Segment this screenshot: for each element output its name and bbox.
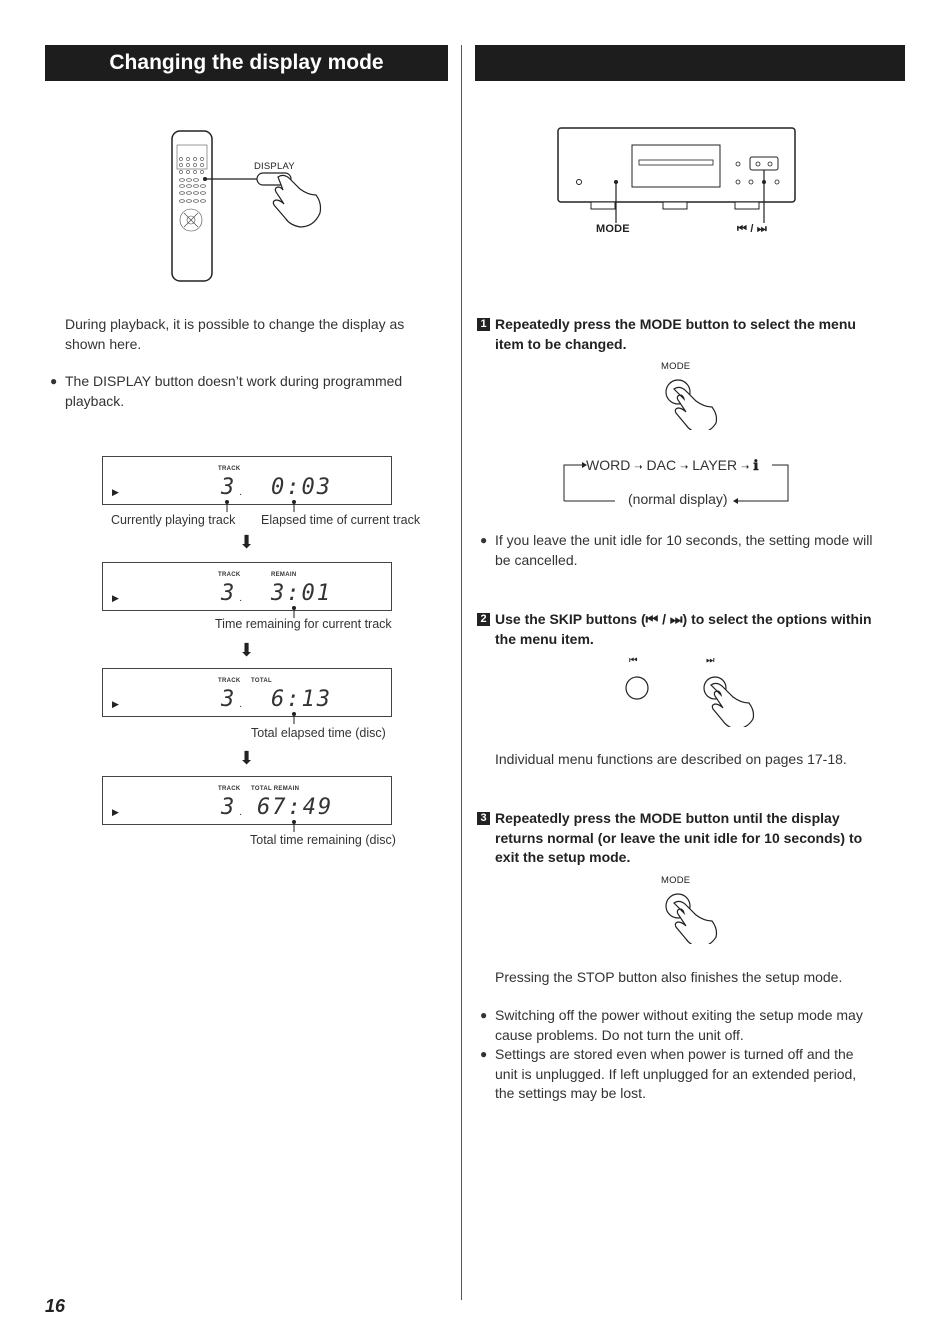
lcd-track-number: 3 bbox=[221, 581, 237, 606]
play-icon: ▶ bbox=[112, 807, 119, 817]
bullet-icon: ● bbox=[480, 1047, 488, 1061]
flow-items: WORD ➝ DAC ➝ LAYER ➝ ℹ bbox=[586, 457, 759, 473]
bullet-icon: ● bbox=[480, 533, 488, 547]
flow-normal-display: (normal display) bbox=[628, 491, 728, 507]
lcd-display-elapsed: TRACK ▶ 3 · 0:03 bbox=[102, 456, 392, 505]
hand-press-icon bbox=[660, 889, 730, 944]
mode-button-label: MODE bbox=[661, 361, 691, 372]
lcd-time: 0:03 bbox=[271, 475, 332, 500]
warning-text-2: Settings are stored even when power is turned off and the unit is unplugged. If left unplugged for an extended period, the settings may be lost. bbox=[495, 1046, 857, 1101]
play-icon: ▶ bbox=[112, 487, 119, 497]
lcd-display-total-remain: TRACK TOTAL REMAIN ▶ 3 · 67:49 bbox=[102, 776, 392, 825]
warning-bullet-1 bbox=[480, 1006, 877, 1045]
display-note-text: The DISPLAY button doesn’t work during programmed playback. bbox=[65, 373, 403, 409]
lcd-display-remain: TRACK REMAIN ▶ 3 · 3:01 bbox=[102, 562, 392, 611]
warning-text-1: Switching off the power without exiting the setup mode may cause problems. Do not turn the unit off. bbox=[495, 1007, 863, 1043]
step-number-1: 1 bbox=[477, 318, 490, 331]
step2 bbox=[480, 610, 877, 649]
display3-pointer bbox=[102, 710, 402, 726]
warning-bullet-2 bbox=[480, 1045, 877, 1104]
column-divider bbox=[461, 45, 462, 1300]
step1-note-text: If you leave the unit idle for 10 seconds, the setting mode will be cancelled. bbox=[495, 532, 873, 568]
step-number-2: 2 bbox=[477, 613, 490, 626]
skip-next-label: ⏭ bbox=[706, 655, 715, 666]
bullet-icon: ● bbox=[50, 374, 58, 388]
lcd-label-track: TRACK bbox=[218, 678, 241, 684]
page-title: Changing the display mode bbox=[45, 45, 448, 81]
skip-prev-label: ⏮ bbox=[629, 655, 638, 666]
skip-label: ⏮ / ⏭ bbox=[737, 223, 767, 235]
hand-press-icon bbox=[660, 375, 730, 430]
display-button-label: DISPLAY bbox=[254, 161, 295, 172]
step3 bbox=[480, 809, 877, 868]
lcd-label-total: TOTAL bbox=[251, 678, 272, 684]
intro-text: During playback, it is possible to change the display as shown here. bbox=[65, 316, 405, 352]
lcd-time: 3:01 bbox=[271, 581, 332, 606]
step3-note: Pressing the STOP button also finishes the setup mode. bbox=[495, 969, 843, 985]
lcd-time: 6:13 bbox=[271, 687, 332, 712]
step1 bbox=[480, 315, 877, 354]
lcd-label-remain: REMAIN bbox=[271, 572, 297, 578]
skip-buttons-illustration bbox=[620, 672, 770, 727]
lcd-label-track: TRACK bbox=[218, 466, 241, 472]
step2-text: Use the SKIP buttons (⏮ / ⏭) to select the options within the menu item. bbox=[495, 611, 872, 647]
lcd-track-number: 3 bbox=[221, 795, 237, 820]
flow-dac: DAC bbox=[646, 457, 677, 473]
step3-text: Repeatedly press the MODE button until the display returns normal (or leave the unit idle for 10 seconds) to exit the setup mode. bbox=[495, 810, 863, 865]
caption-elapsed-time: Elapsed time of current track bbox=[261, 513, 421, 527]
caption-total-remaining: Total time remaining (disc) bbox=[250, 833, 396, 847]
display4-pointer bbox=[102, 818, 402, 834]
display1-pointers bbox=[102, 498, 402, 514]
title-bar-right bbox=[475, 45, 905, 81]
play-icon: ▶ bbox=[112, 593, 119, 603]
step1-note bbox=[480, 531, 877, 570]
lcd-label-track: TRACK bbox=[218, 786, 241, 792]
display-note bbox=[50, 372, 447, 411]
play-icon: ▶ bbox=[112, 699, 119, 709]
flow-word: WORD bbox=[586, 457, 631, 473]
flow-layer: LAYER bbox=[692, 457, 738, 473]
step2-note: Individual menu functions are described on pages 17-18. bbox=[495, 751, 847, 767]
mode-button-label: MODE bbox=[661, 875, 691, 886]
lcd-track-number: 3 bbox=[221, 687, 237, 712]
lcd-track-number: 3 bbox=[221, 475, 237, 500]
lcd-label-total-remain: TOTAL REMAIN bbox=[251, 786, 300, 792]
info-icon: ℹ bbox=[753, 457, 759, 473]
arrow-down-icon: ⬇ bbox=[239, 532, 255, 552]
remote-illustration bbox=[160, 125, 340, 285]
step-number-3: 3 bbox=[477, 812, 490, 825]
lcd-label-track: TRACK bbox=[218, 572, 241, 578]
mode-label: MODE bbox=[596, 223, 630, 235]
bullet-icon: ● bbox=[480, 1008, 488, 1022]
page-number: 16 bbox=[45, 1296, 66, 1316]
caption-time-remaining: Time remaining for current track bbox=[215, 617, 392, 631]
lcd-display-total: TRACK TOTAL ▶ 3 · 6:13 bbox=[102, 668, 392, 717]
caption-total-elapsed: Total elapsed time (disc) bbox=[251, 726, 386, 740]
unit-front-panel bbox=[555, 125, 800, 225]
caption-current-track: Currently playing track bbox=[111, 513, 236, 527]
arrow-down-icon: ⬇ bbox=[239, 640, 255, 660]
step1-text: Repeatedly press the MODE button to select the menu item to be changed. bbox=[495, 316, 856, 352]
lcd-time: 67:49 bbox=[257, 795, 334, 820]
arrow-down-icon: ⬇ bbox=[239, 748, 255, 768]
